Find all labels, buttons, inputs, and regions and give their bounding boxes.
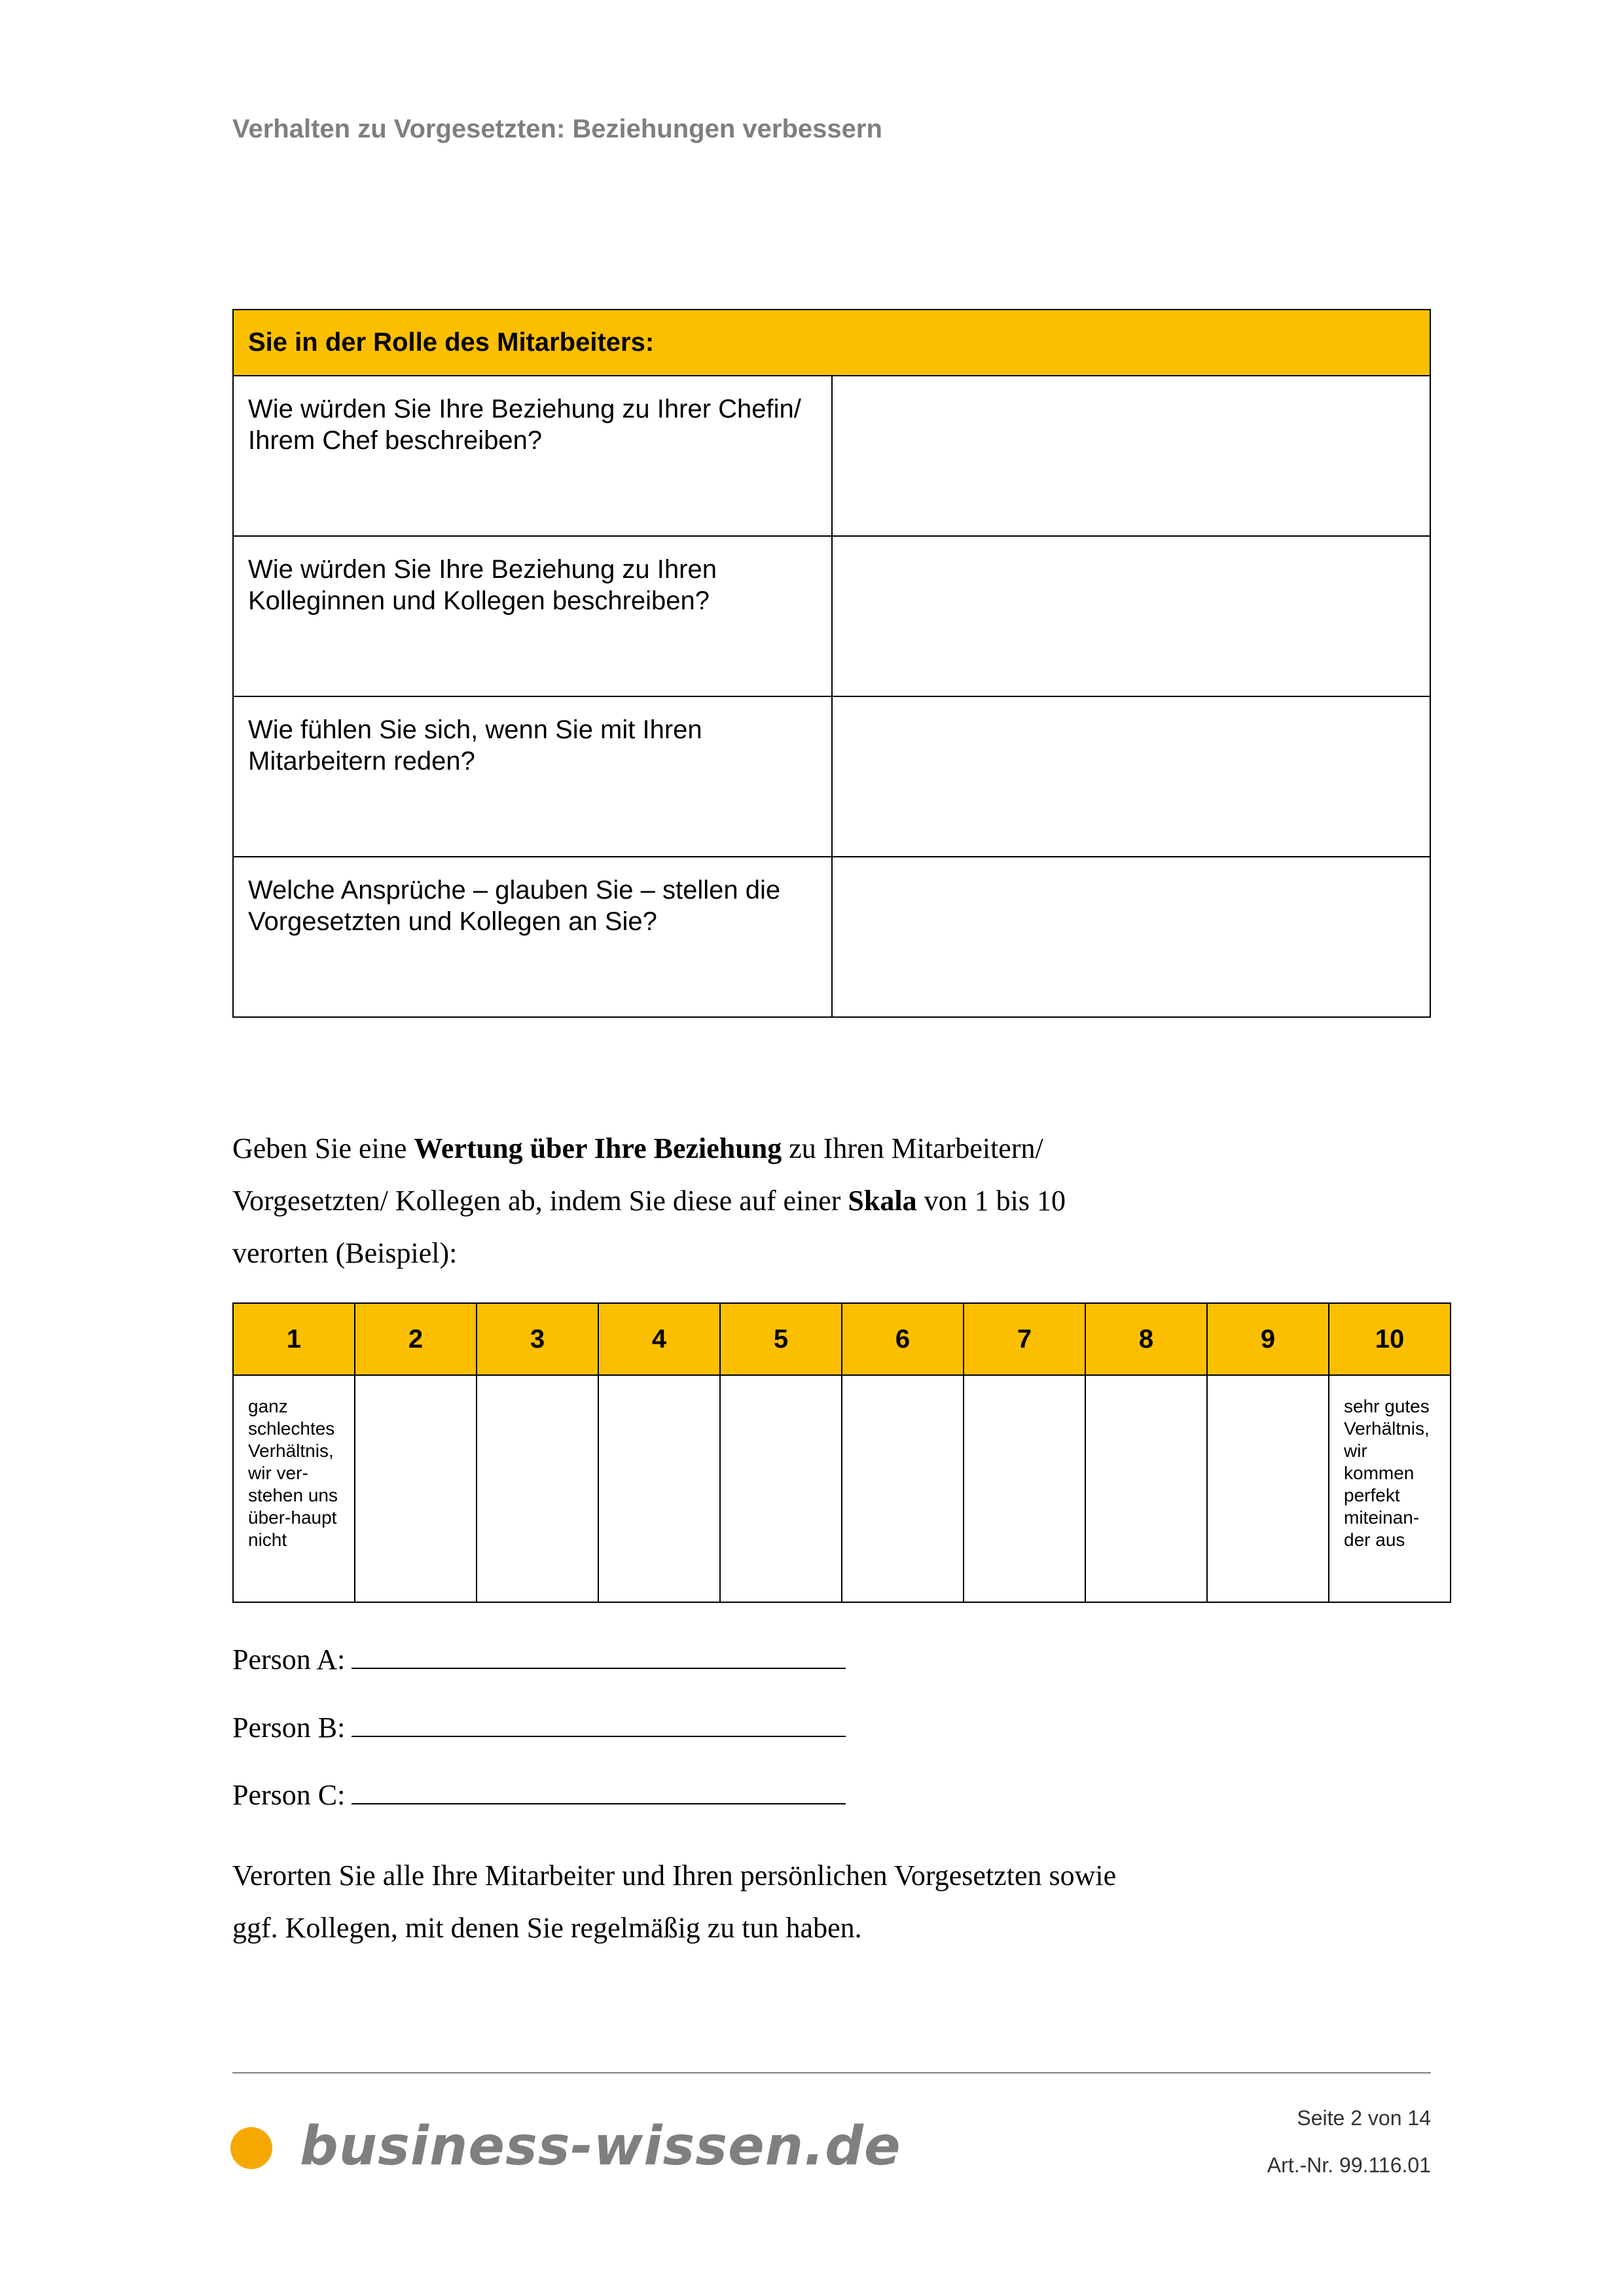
person-label: Person B: bbox=[232, 1712, 346, 1744]
article-number: Art.-Nr. 99.116.01 bbox=[1267, 2153, 1431, 2177]
scale-high-label: sehr gutes Verhältnis, wir kommen perfekt miteinan-der aus bbox=[1329, 1375, 1451, 1602]
answer-cell[interactable] bbox=[832, 536, 1431, 696]
answer-cell[interactable] bbox=[832, 696, 1431, 857]
table-row bbox=[233, 536, 1430, 696]
role-table bbox=[232, 309, 1431, 1018]
table-row bbox=[233, 696, 1430, 857]
scale-cell[interactable] bbox=[1207, 1375, 1329, 1602]
scale-number: 10 bbox=[1329, 1303, 1451, 1375]
person-a-blank[interactable] bbox=[352, 1643, 846, 1669]
table-row bbox=[233, 857, 1430, 1017]
instruction-text: von 1 bis 10 verorten (Beispiel): bbox=[232, 1185, 1066, 1269]
scale-cell[interactable] bbox=[720, 1375, 842, 1602]
scale-number: 4 bbox=[598, 1303, 720, 1375]
scale-cell[interactable] bbox=[598, 1375, 720, 1602]
instruction-text: Geben Sie eine bbox=[232, 1132, 414, 1164]
scale-number: 8 bbox=[1085, 1303, 1207, 1375]
person-b-line bbox=[232, 1711, 846, 1744]
rating-scale-table bbox=[232, 1302, 1451, 1603]
scale-number: 5 bbox=[720, 1303, 842, 1375]
question-cell: Welche Ansprüche – glauben Sie – stellen die Vorgesetzten und Kollegen an Sie? bbox=[233, 857, 832, 1017]
scale-cell[interactable] bbox=[355, 1375, 477, 1602]
footer-divider bbox=[232, 2072, 1431, 2073]
question-cell: Wie fühlen Sie sich, wenn Sie mit Ihren Mitarbeitern reden? bbox=[233, 696, 832, 857]
person-c-line bbox=[232, 1778, 846, 1812]
scale-cell[interactable] bbox=[842, 1375, 964, 1602]
scale-number: 7 bbox=[964, 1303, 1085, 1375]
role-table-heading: Sie in der Rolle des Mitarbeiters: bbox=[233, 310, 1430, 376]
closing-paragraph: Verorten Sie alle Ihre Mitarbeiter und Ihren persönlichen Vorgesetzten sowie ggf. Kollegen, mit denen Sie regelmäßig zu tun haben. bbox=[232, 1859, 1117, 1944]
person-label: Person A: bbox=[232, 1643, 346, 1676]
question-cell: Wie würden Sie Ihre Beziehung zu Ihrer Chefin/ Ihrem Chef beschreiben? bbox=[233, 376, 832, 536]
person-label: Person C: bbox=[232, 1779, 346, 1811]
scale-number: 9 bbox=[1207, 1303, 1329, 1375]
scale-number: 2 bbox=[355, 1303, 477, 1375]
instruction-text: zu Ihren Mitarbeitern/ Vorgesetzten/ Kollegen ab, indem Sie diese auf einer bbox=[232, 1132, 1043, 1217]
answer-cell[interactable] bbox=[832, 857, 1431, 1017]
scale-instruction bbox=[232, 1122, 1149, 1280]
scale-cell[interactable] bbox=[964, 1375, 1085, 1602]
person-b-blank[interactable] bbox=[352, 1711, 846, 1737]
question-cell: Wie würden Sie Ihre Beziehung zu Ihren Kolleginnen und Kollegen beschreiben? bbox=[233, 536, 832, 696]
scale-low-label: ganz schlechtes Verhältnis, wir ver-stehen uns über-haupt nicht bbox=[233, 1375, 355, 1602]
scale-number: 1 bbox=[233, 1303, 355, 1375]
table-row bbox=[233, 376, 1430, 536]
person-a-line bbox=[232, 1643, 846, 1676]
person-c-blank[interactable] bbox=[352, 1778, 846, 1804]
answer-cell[interactable] bbox=[832, 376, 1431, 536]
instruction-bold: Wertung über Ihre Beziehung bbox=[414, 1132, 782, 1164]
scale-cell[interactable] bbox=[1085, 1375, 1207, 1602]
page-number: Seite 2 von 14 bbox=[1297, 2106, 1431, 2130]
logo-dot-icon bbox=[230, 2127, 272, 2169]
scale-description-row bbox=[233, 1375, 1451, 1602]
page-header-title: Verhalten zu Vorgesetzten: Beziehungen verbessern bbox=[232, 115, 882, 143]
instruction-bold: Skala bbox=[848, 1185, 917, 1217]
brand-logo: business-wissen.de bbox=[300, 2115, 901, 2178]
scale-cell[interactable] bbox=[477, 1375, 598, 1602]
scale-number: 3 bbox=[477, 1303, 598, 1375]
scale-number-row bbox=[233, 1303, 1451, 1375]
scale-number: 6 bbox=[842, 1303, 964, 1375]
